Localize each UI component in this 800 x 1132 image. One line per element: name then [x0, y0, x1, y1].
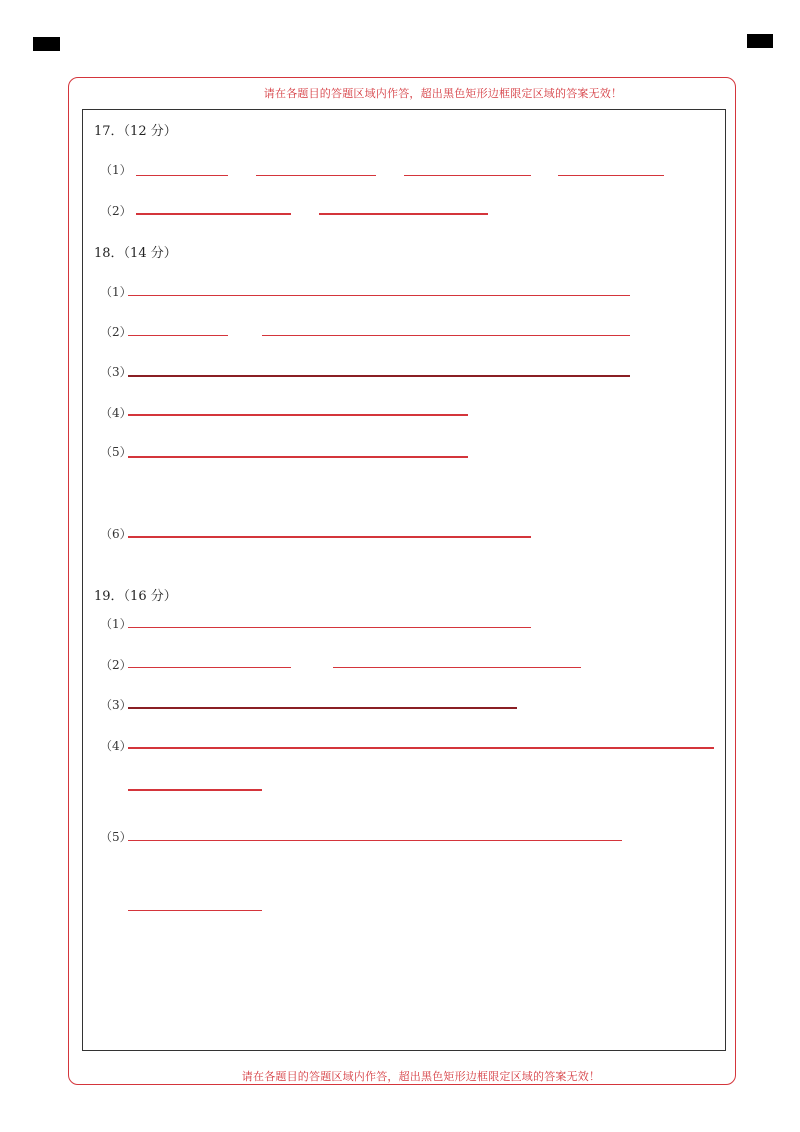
- q18-5-blank[interactable]: [128, 456, 468, 458]
- q17-sub2-label: （2）: [100, 204, 132, 218]
- q18-3-blank[interactable]: [128, 375, 630, 377]
- q17-1-blank-b[interactable]: [256, 175, 376, 176]
- q18-title: 18．（14 分）: [94, 246, 177, 261]
- notice-bottom: 请在各题目的答题区域内作答，超出黑色矩形边框限定区域的答案无效！: [241, 1070, 601, 1083]
- q17-title: 17．（12 分）: [94, 124, 177, 139]
- q18-sub2-label: （2）: [100, 325, 132, 339]
- q19-sub2-label: （2）: [100, 658, 132, 672]
- q19-sub1-label: （1）: [100, 617, 132, 631]
- q17-1-blank-d[interactable]: [558, 175, 664, 176]
- q19-sub5-label: （5）: [100, 830, 132, 844]
- q19-5-blank-b[interactable]: [128, 910, 262, 911]
- q19-2-blank-a[interactable]: [128, 667, 291, 668]
- q17-1-blank-c[interactable]: [404, 175, 531, 176]
- q18-sub1-label: （1）: [100, 285, 132, 299]
- q19-sub4-label: （4）: [100, 739, 132, 753]
- q17-2-blank-a[interactable]: [136, 213, 291, 215]
- notice-top: 请在各题目的答题区域内作答，超出黑色矩形边框限定区域的答案无效！: [263, 87, 623, 100]
- q17-2-blank-b[interactable]: [319, 213, 488, 215]
- q18-6-blank[interactable]: [128, 536, 531, 538]
- q19-3-blank[interactable]: [128, 707, 517, 709]
- q19-title: 19．（16 分）: [94, 589, 177, 604]
- q18-4-blank[interactable]: [128, 414, 468, 416]
- alignment-mark-right: [747, 34, 773, 48]
- q19-sub3-label: （3）: [100, 698, 132, 712]
- q18-sub5-label: （5）: [100, 445, 132, 459]
- q18-1-blank[interactable]: [128, 295, 630, 296]
- q19-5-blank-a[interactable]: [128, 840, 622, 841]
- q19-4-blank-a[interactable]: [128, 747, 714, 749]
- q19-1-blank[interactable]: [128, 627, 531, 628]
- q19-4-blank-b[interactable]: [128, 789, 262, 791]
- q18-sub4-label: （4）: [100, 406, 132, 420]
- q19-2-blank-b[interactable]: [333, 667, 581, 668]
- q18-2-blank-a[interactable]: [128, 335, 228, 336]
- q17-1-blank-a[interactable]: [136, 175, 228, 176]
- q17-sub1-label: （1）: [100, 163, 132, 177]
- alignment-mark-left: [33, 37, 60, 51]
- q18-2-blank-b[interactable]: [262, 335, 630, 336]
- q18-sub6-label: （6）: [100, 527, 132, 541]
- q18-sub3-label: （3）: [100, 365, 132, 379]
